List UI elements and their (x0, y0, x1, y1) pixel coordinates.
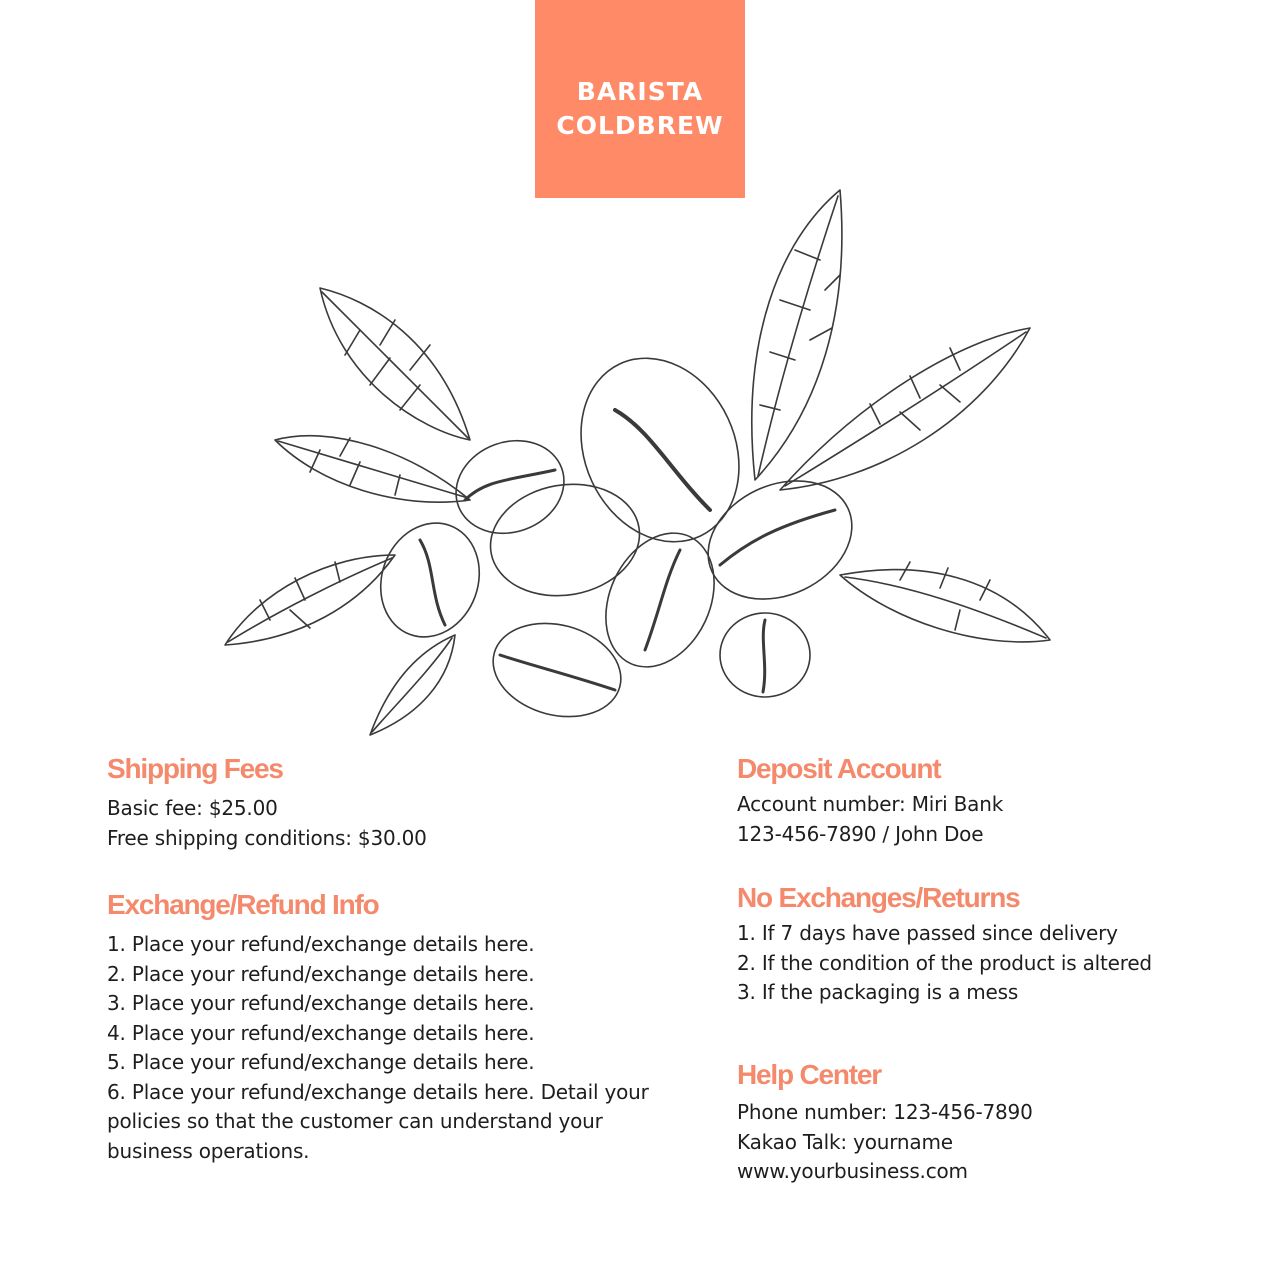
exchange-line: 1. Place your refund/exchange details here. (107, 932, 535, 956)
shipping-line: Free shipping conditions: $30.00 (107, 825, 427, 850)
exchange-body (107, 930, 667, 1166)
exchange-line: 4. Place your refund/exchange details here. (107, 1020, 535, 1045)
exchange-line: 6. Place your refund/exchange details here. Detail your policies so that the customer can understand your business operations. (107, 1079, 649, 1163)
shipping-section (107, 752, 687, 853)
exchange-line: 2. Place your refund/exchange details here. (107, 961, 535, 986)
no-exchange-section (737, 881, 1237, 1008)
no-exchange-line: 2. If the condition of the product is altered (737, 950, 1152, 975)
deposit-title: Deposit Account (737, 753, 941, 784)
deposit-body (737, 790, 1237, 849)
exchange-line: 5. Place your refund/exchange details here. (107, 1050, 535, 1074)
no-exchange-line: 3. If the packaging is a mess (737, 980, 1019, 1004)
shipping-title: Shipping Fees (107, 753, 283, 784)
deposit-section (737, 752, 1237, 849)
exchange-section (107, 888, 667, 1166)
no-exchange-title: No Exchanges/Returns (737, 882, 1020, 913)
deposit-line: 123-456-7890 / John Doe (737, 821, 984, 846)
brand-line-1: BARISTA (576, 77, 704, 106)
no-exchange-body (737, 919, 1237, 1008)
coffee-beans-sketch-icon (220, 180, 1060, 740)
help-kakao: Kakao Talk: yourname (737, 1129, 953, 1154)
exchange-title: Exchange/Refund Info (107, 889, 379, 920)
help-phone: Phone number: 123-456-7890 (737, 1100, 1033, 1124)
shipping-body (107, 794, 687, 853)
brand-line-2: COLDBREW (556, 111, 724, 140)
help-title: Help Center (737, 1059, 881, 1090)
exchange-line: 3. Place your refund/exchange details here. (107, 991, 535, 1015)
shipping-line: Basic fee: $25.00 (107, 796, 278, 820)
no-exchange-line: 1. If 7 days have passed since delivery (737, 921, 1118, 945)
deposit-line: Account number: Miri Bank (737, 792, 1004, 816)
help-section (737, 1058, 1237, 1187)
help-website: www.yourbusiness.com (737, 1159, 968, 1183)
help-body (737, 1098, 1237, 1187)
brand-box (535, 0, 745, 198)
